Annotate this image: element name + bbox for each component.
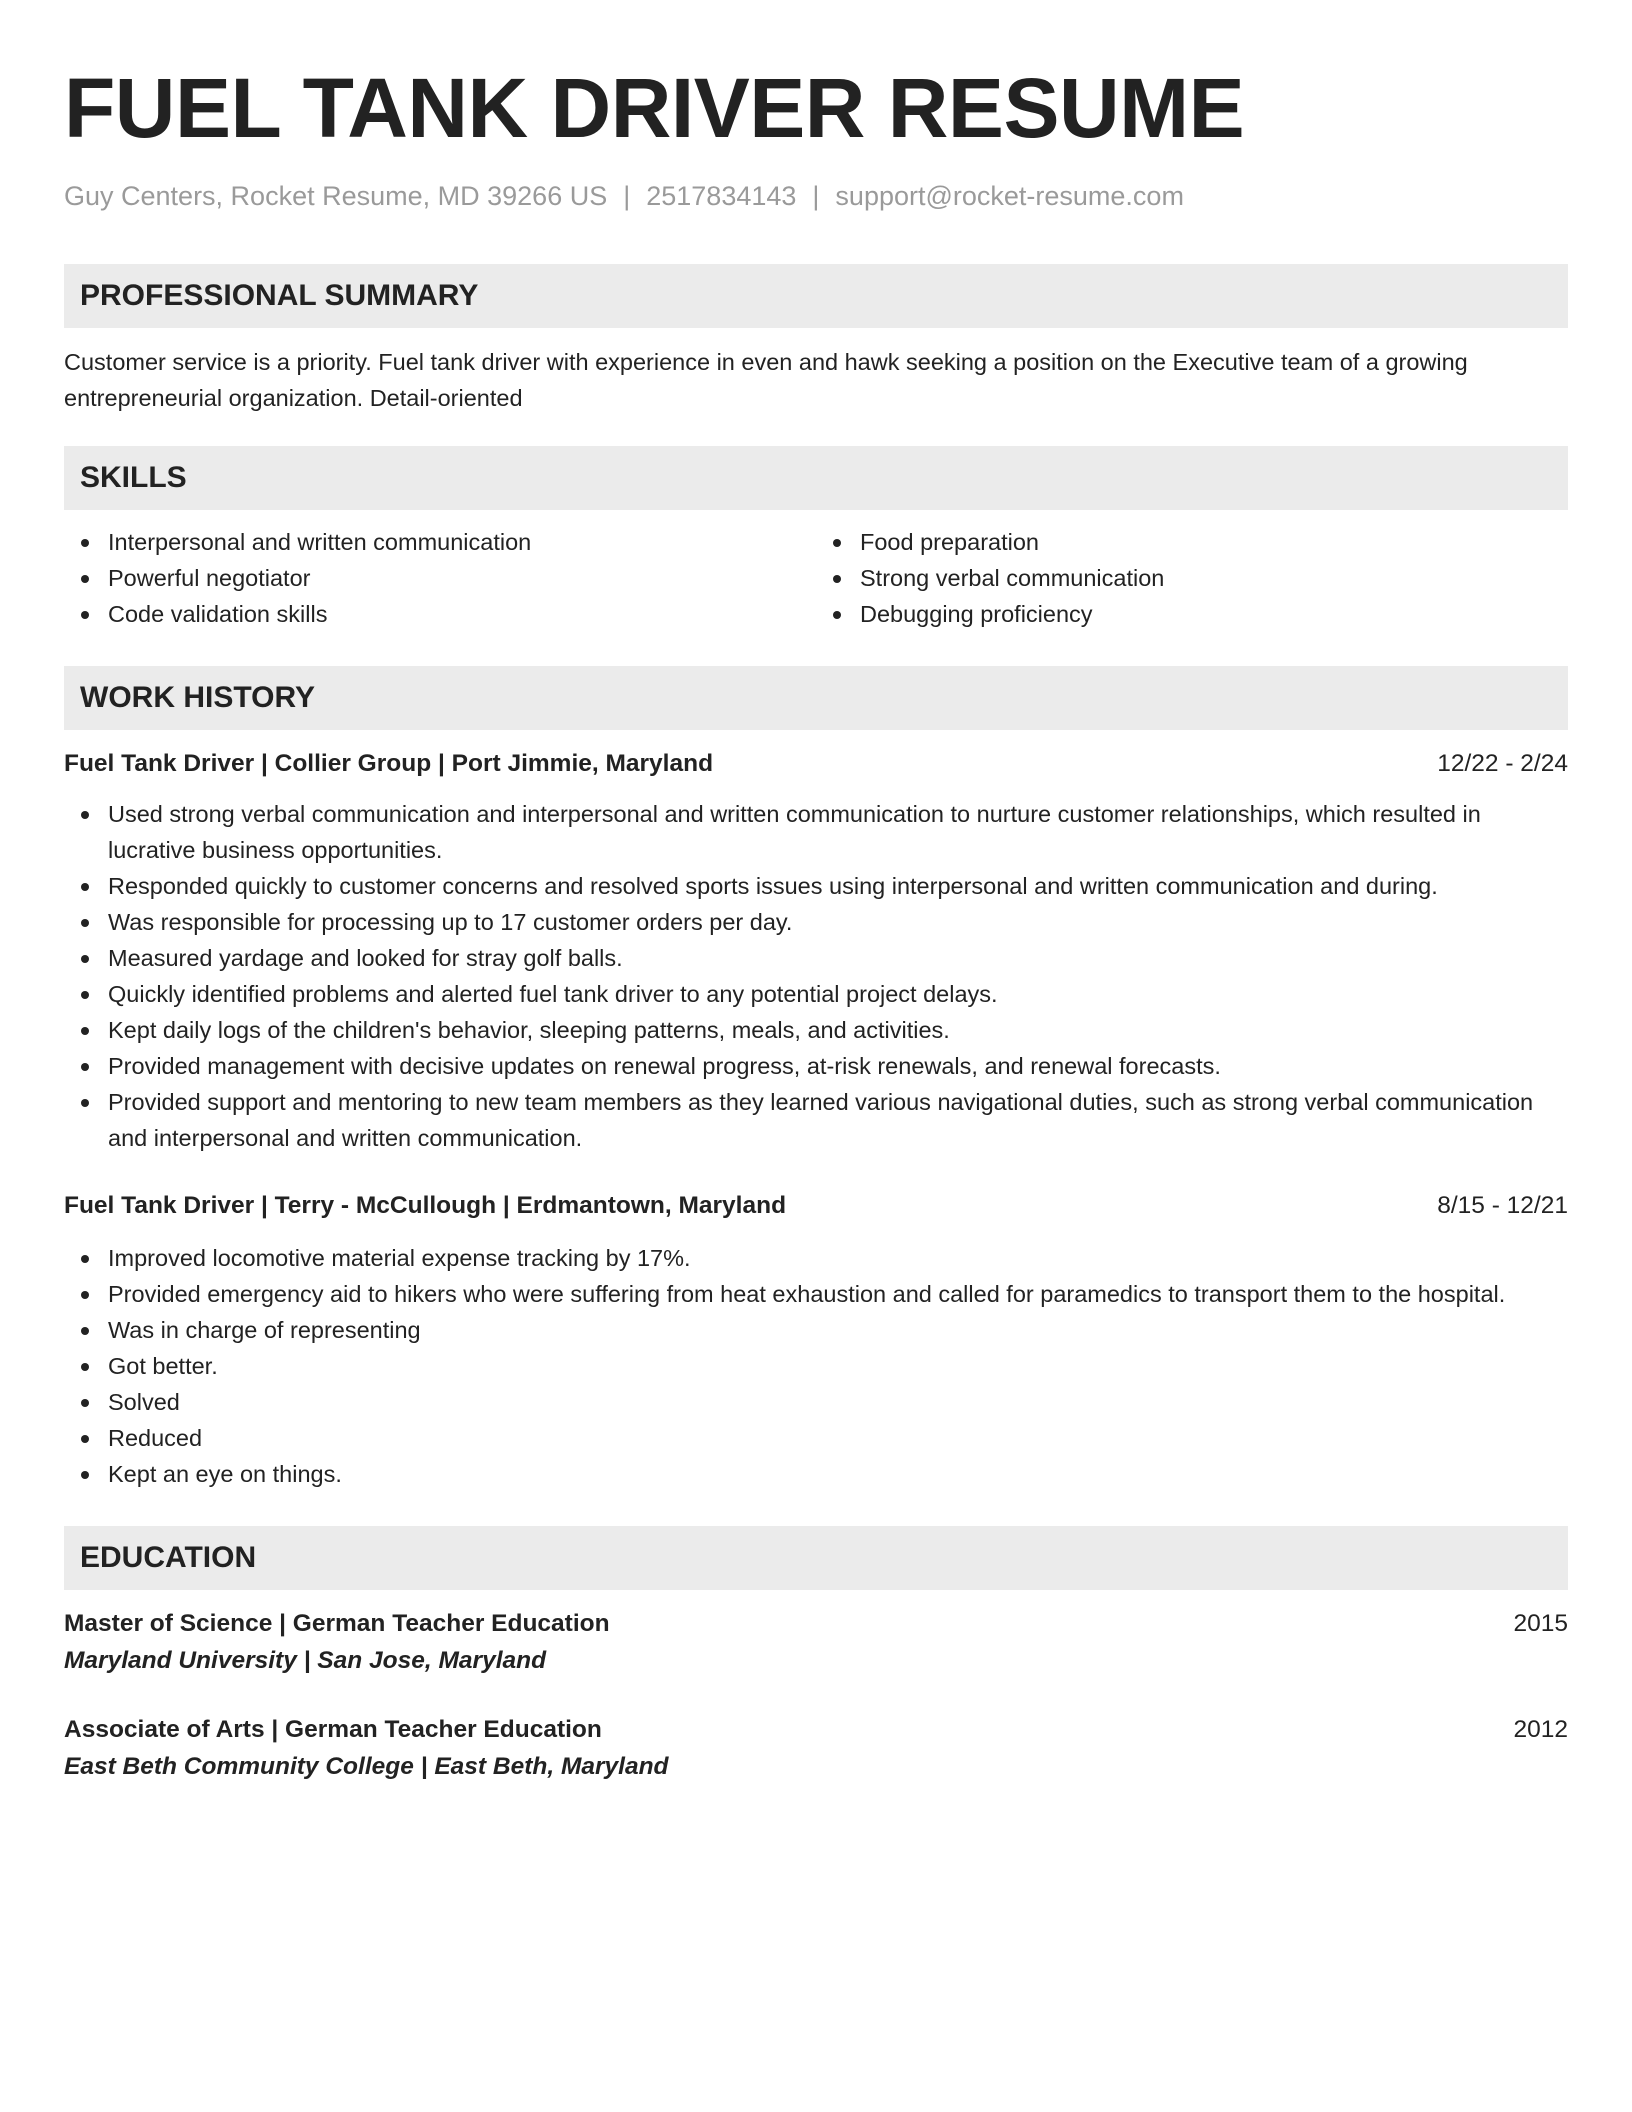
skill-item: Food preparation [816, 524, 1568, 560]
education-header [64, 1712, 1568, 1748]
skills-column-left [64, 524, 816, 632]
summary-text: Customer service is a priority. Fuel tank driver with experience in even and hawk seeking a position on the Executive team of a growing entrepreneurial organization. Detail-oriented [64, 349, 1468, 411]
section-header-work-history [64, 666, 1568, 730]
job-bullet: Provided support and mentoring to new team members as they learned various navigational duties, such as strong verbal communication and interpersonal and written communication. [64, 1084, 1568, 1156]
job-title: Fuel Tank Driver | Collier Group | Port Jimmie, Maryland [64, 750, 714, 777]
job-bullets [64, 1240, 1568, 1492]
graduation-year: 2012 [1513, 1716, 1568, 1743]
job-bullet: Kept daily logs of the children's behavior, sleeping patterns, meals, and activities. [64, 1012, 1568, 1048]
contact-separator: | [623, 181, 631, 211]
contact-email: support@rocket-resume.com [835, 181, 1184, 211]
degree-title: Associate of Arts | German Teacher Education [64, 1716, 602, 1743]
job-entry [64, 746, 1568, 1156]
section-title: SKILLS [80, 461, 187, 494]
job-title: Fuel Tank Driver | Terry - McCullough | Erdmantown, Maryland [64, 1192, 787, 1219]
section-title: WORK HISTORY [80, 681, 316, 714]
section-header-summary [64, 264, 1568, 328]
skill-item: Code validation skills [64, 596, 816, 632]
job-bullet: Provided emergency aid to hikers who were suffering from heat exhaustion and called for paramedics to transport them to the hospital. [64, 1276, 1568, 1312]
job-bullet: Measured yardage and looked for stray golf balls. [64, 940, 1568, 976]
section-header-skills [64, 446, 1568, 510]
section-title: EDUCATION [80, 1541, 257, 1574]
degree-title: Master of Science | German Teacher Education [64, 1610, 610, 1637]
job-bullet: Quickly identified problems and alerted fuel tank driver to any potential project delays. [64, 976, 1568, 1012]
section-header-education [64, 1526, 1568, 1590]
resume-title: FUEL TANK DRIVER RESUME [64, 61, 1245, 155]
skills-column-right [816, 524, 1568, 632]
graduation-year: 2015 [1513, 1610, 1568, 1637]
job-dates: 8/15 - 12/21 [1437, 1192, 1568, 1219]
contact-separator: | [812, 181, 820, 211]
section-title: PROFESSIONAL SUMMARY [80, 279, 479, 312]
school-name: East Beth Community College | East Beth, Maryland [64, 1753, 669, 1780]
school-name: Maryland University | San Jose, Maryland [64, 1647, 547, 1674]
skills-grid [64, 524, 1568, 632]
education-header [64, 1606, 1568, 1642]
job-bullet: Improved locomotive material expense tracking by 17%. [64, 1240, 1568, 1276]
contact-phone: 2517834143 [646, 181, 797, 211]
education-entry [64, 1712, 1568, 1786]
skill-item: Powerful negotiator [64, 560, 816, 596]
job-bullet: Provided management with decisive updates on renewal progress, at-risk renewals, and renewal forecasts. [64, 1048, 1568, 1084]
education-entry [64, 1606, 1568, 1680]
skill-item: Strong verbal communication [816, 560, 1568, 596]
job-bullet: Was responsible for processing up to 17 customer orders per day. [64, 904, 1568, 940]
job-header [64, 1188, 1568, 1224]
job-bullets [64, 796, 1568, 1156]
skill-item: Debugging proficiency [816, 596, 1568, 632]
job-dates: 12/22 - 2/24 [1437, 750, 1568, 777]
skill-item: Interpersonal and written communication [64, 524, 816, 560]
job-entry [64, 1188, 1568, 1492]
job-bullet: Was in charge of representing [64, 1312, 1568, 1348]
job-bullet: Solved [64, 1384, 1568, 1420]
contact-line [64, 178, 1568, 214]
job-bullet: Got better. [64, 1348, 1568, 1384]
job-header [64, 746, 1568, 782]
job-bullet: Used strong verbal communication and interpersonal and written communication to nurture customer relationships, which resulted in lucrative business opportunities. [64, 796, 1568, 868]
job-bullet: Kept an eye on things. [64, 1456, 1568, 1492]
contact-address: Guy Centers, Rocket Resume, MD 39266 US [64, 181, 608, 211]
job-bullet: Responded quickly to customer concerns and resolved sports issues using interpersonal and written communication and during. [64, 868, 1568, 904]
job-bullet: Reduced [64, 1420, 1568, 1456]
